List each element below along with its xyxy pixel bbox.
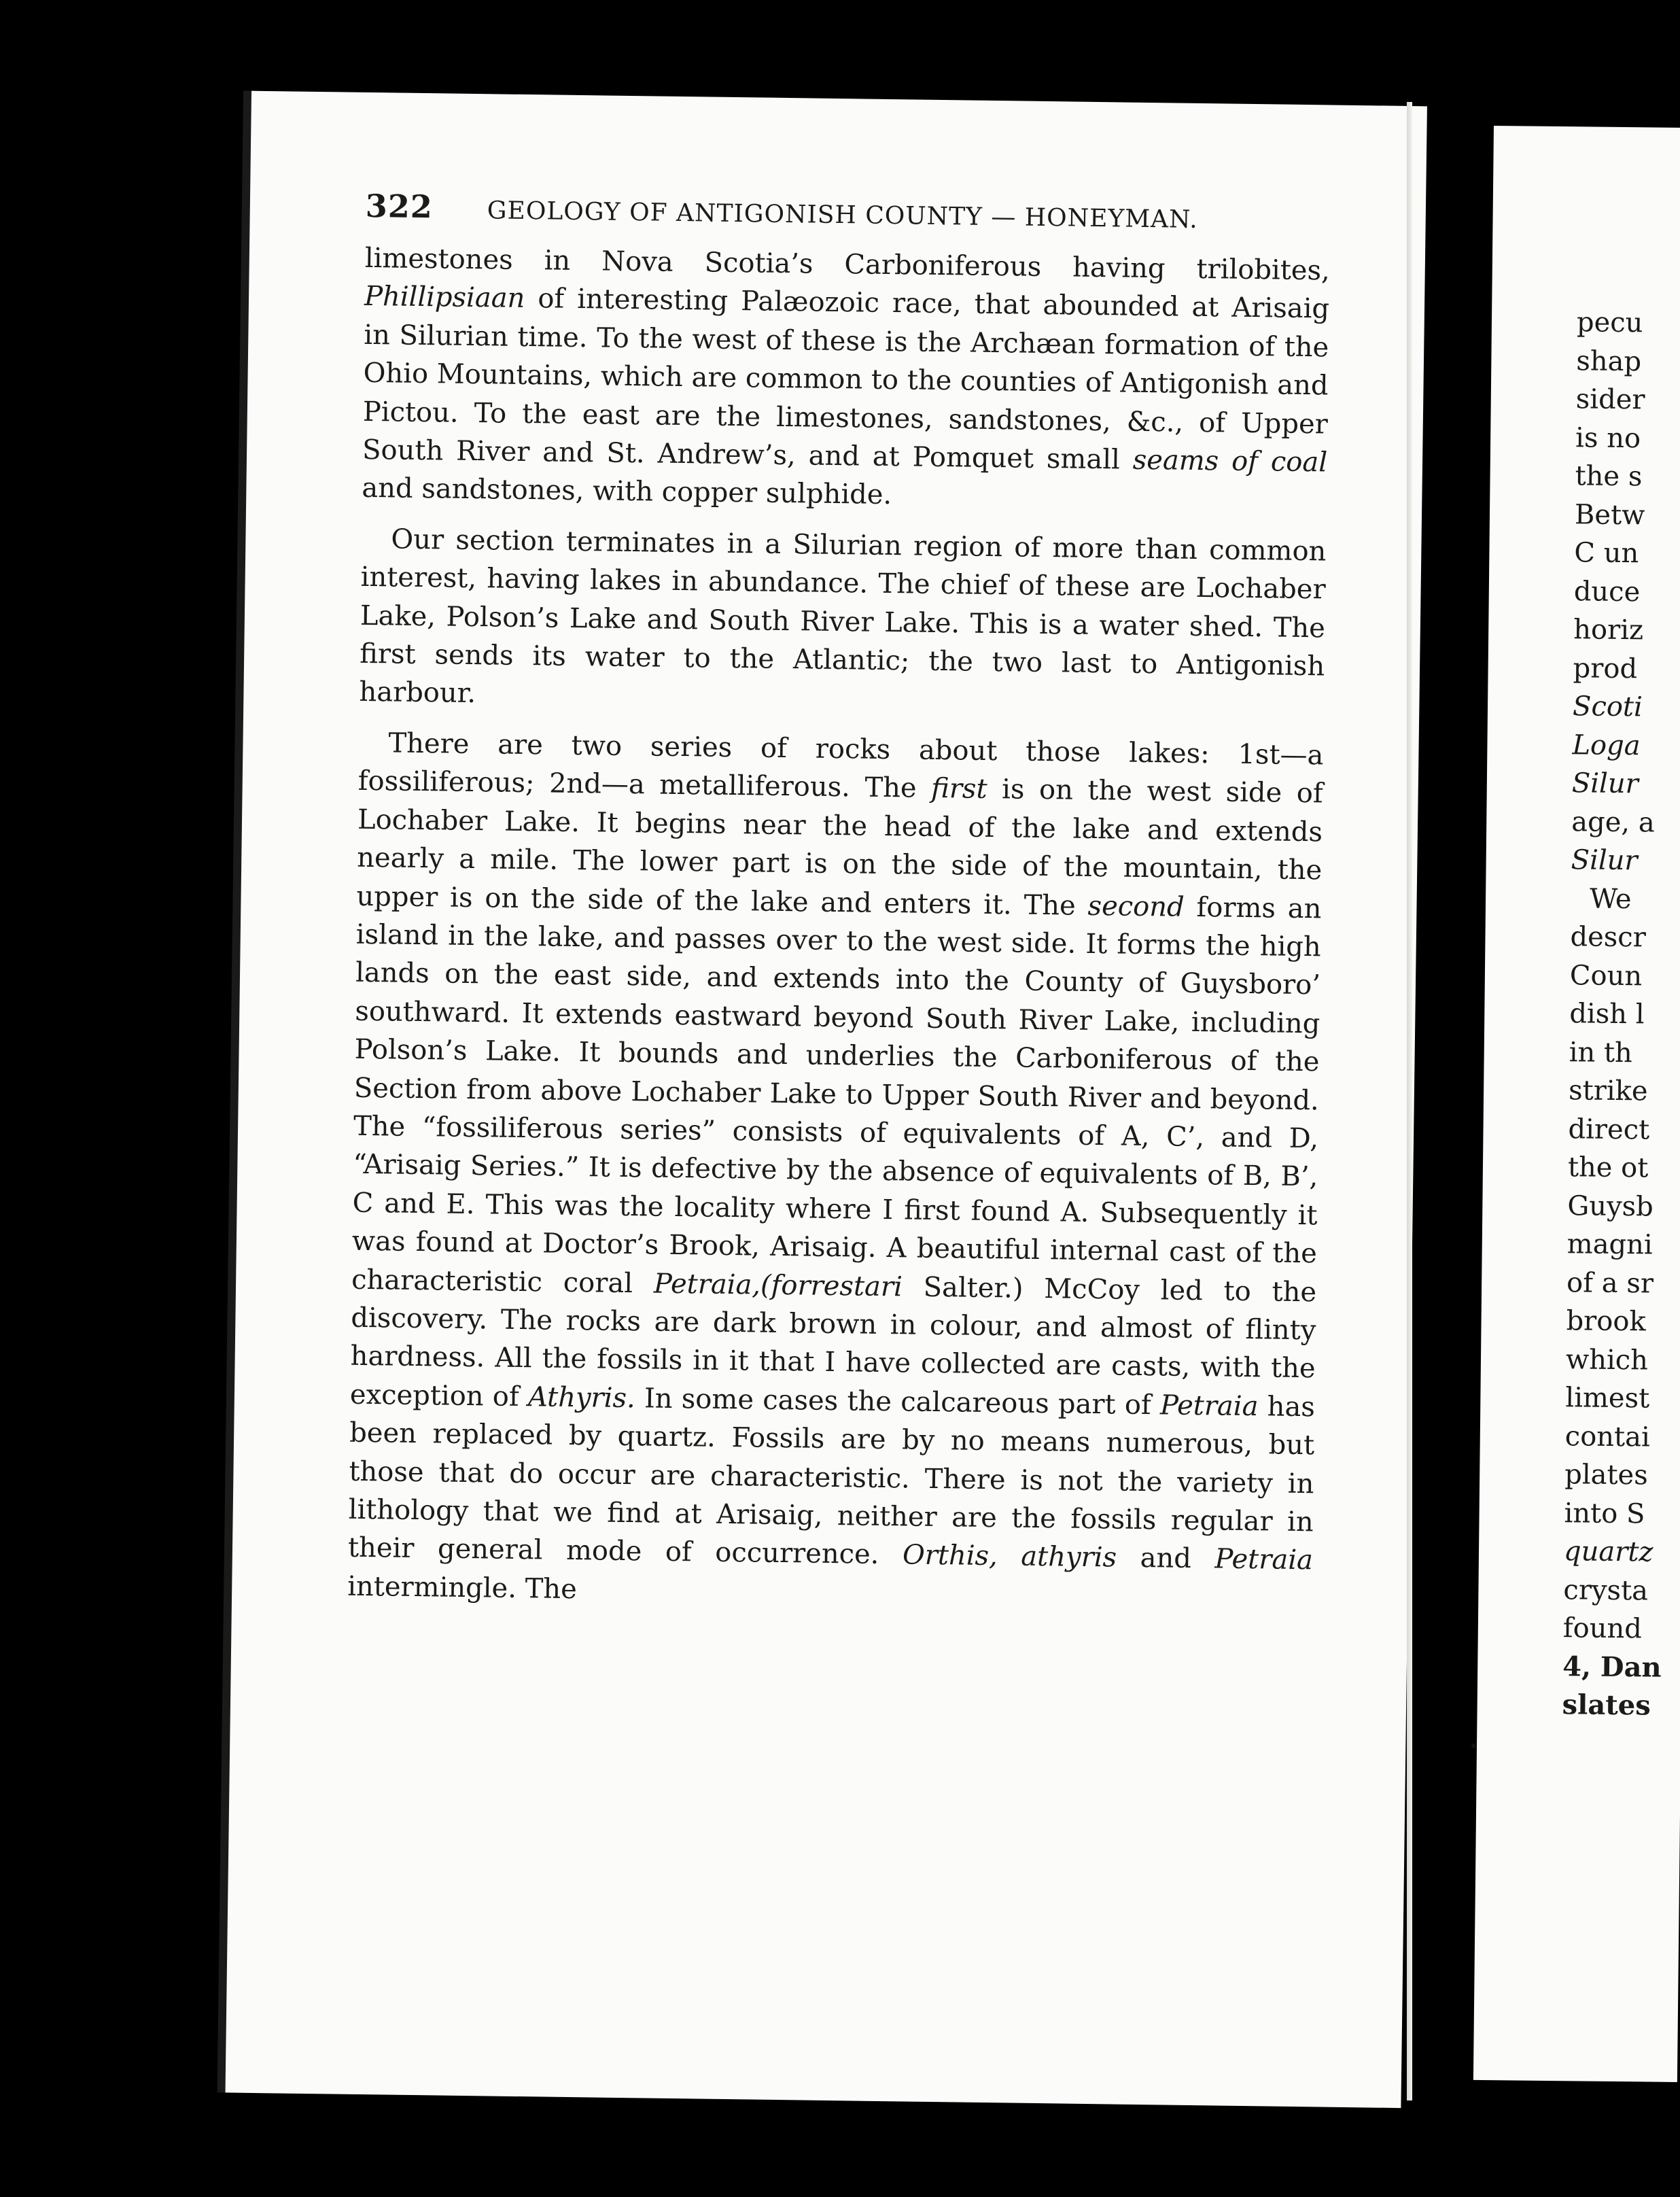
right-page-line: pecu xyxy=(1576,307,1643,339)
right-page-text-fragments xyxy=(1562,303,1675,1725)
right-page-line: in th xyxy=(1569,1036,1633,1069)
right-page-line: direct xyxy=(1568,1113,1650,1145)
right-page-line: C un xyxy=(1574,537,1639,570)
ink-mark xyxy=(1471,1744,1476,1748)
paragraph-1: limestones in Nova Scotia’s Carboniferous having trilobites, Phillipsiaan of interesting Palæozoic race, that abounded at Arisaig in Silurian time. To the west of these is the Archæan formation of the Ohio Mountains, which are common to the counties of Antigonish and Pictou. To the east are the limestones, sandstones, &c., of Upper South River and St. Andrew’s, and at Pomquet small seams of coal and sandstones, with copper sulphide. xyxy=(362,242,1331,511)
right-page-line: limest xyxy=(1565,1382,1650,1415)
body-text xyxy=(347,239,1330,1619)
page-content xyxy=(347,188,1331,1631)
right-page-line: duce xyxy=(1573,575,1641,608)
right-page-line: age, a xyxy=(1571,806,1655,839)
right-page-line: the s xyxy=(1575,460,1643,493)
right-page-line: which xyxy=(1565,1343,1649,1376)
right-page-line: brook xyxy=(1566,1305,1646,1338)
paragraph-3: There are two series of rocks about those lakes: 1st—a fossiliferous; 2nd—a metalliferous. The first is on the west side of Lochaber Lake. It begins near the head of the lake and extends nearly a mile. The lower part is on the side of the mountain, the upper is on the side of the lake and enters it. The second forms an island in the lake, and passes over to the west side. It forms the high lands on the east side, and extends into the County of Guysboro’ southward. It extends eastward beyond South River Lake, including Polson’s Lake. It bounds and underlies the Carboniferous of the Section from above Lochaber Lake to Upper South River and beyond. The “fossiliferous series” consists of equivalents of A, C’, and D, “Arisaig Series.” It is defective by the absence of equivalents of B, B’, C and E. This was the locality where I first found A. Subsequently it was found at Doctor’s Brook, Arisaig. A beautiful internal cast of the characteristic coral Petraia,(forrestari Salter.) McCoy led to the discovery. The rocks are dark brown in colour, and almost of flinty hardness. All the fossils in it that I have collected are casts, with the exception of Athyris. In some cases the calcareous part of Petraia has been replaced by quartz. Fossils are by no means numerous, but those that do occur are characteristic. There is not the variety in lithology that we find at Arisaig, neither are the fossils regular in their general mode of occurrence. Orthis, athyris and Petraia intermingle. The xyxy=(347,727,1324,1605)
right-page-line: Silur xyxy=(1571,767,1639,800)
running-head: GEOLOGY OF ANTIGONISH COUNTY — HONEYMAN. xyxy=(487,196,1198,234)
page-header xyxy=(366,188,1331,237)
right-page xyxy=(1473,126,1680,2082)
right-page-line: Loga xyxy=(1572,729,1641,761)
right-page-line: We xyxy=(1589,883,1632,915)
right-page-line: plates xyxy=(1564,1459,1648,1491)
right-page-line: dish l xyxy=(1569,998,1645,1031)
right-page-line: 4, Dan xyxy=(1562,1650,1662,1684)
right-page-line: strike xyxy=(1568,1075,1648,1107)
right-page-line: slates xyxy=(1562,1689,1651,1722)
right-page-line: into S xyxy=(1564,1497,1645,1529)
right-page-line: Silur xyxy=(1571,844,1638,877)
right-page-line: prod xyxy=(1573,652,1638,685)
right-page-line: is no xyxy=(1575,421,1641,454)
right-page-line: sider xyxy=(1575,383,1645,416)
right-page-line: quartz xyxy=(1563,1536,1653,1568)
right-page-line: crysta xyxy=(1563,1574,1649,1606)
left-page xyxy=(226,91,1427,2108)
page-number: 322 xyxy=(365,187,434,226)
right-page-line: found xyxy=(1562,1612,1643,1645)
right-page-line: Guysb xyxy=(1567,1190,1654,1223)
right-page-line: magni xyxy=(1567,1228,1653,1261)
right-page-line: Coun xyxy=(1569,959,1643,992)
right-page-line: the ot xyxy=(1567,1152,1649,1184)
right-page-line: Scoti xyxy=(1572,691,1643,723)
paragraph-2: Our section terminates in a Silurian region of more than common interest, having lakes in abundance. The chief of these are Lochaber Lake, Polson’s Lake and South River Lake. This is a water shed. The first sends its water to the Atlantic; the two last to Antigonish harbour. xyxy=(359,523,1327,710)
right-page-line: horiz xyxy=(1573,614,1644,646)
right-page-line: contai xyxy=(1564,1420,1651,1453)
page-fold xyxy=(1407,102,1412,2100)
right-page-line: shap xyxy=(1576,345,1642,377)
right-page-line: of a sr xyxy=(1566,1266,1654,1300)
right-page-line: Betw xyxy=(1574,498,1645,531)
right-page-line: descr xyxy=(1570,921,1647,954)
